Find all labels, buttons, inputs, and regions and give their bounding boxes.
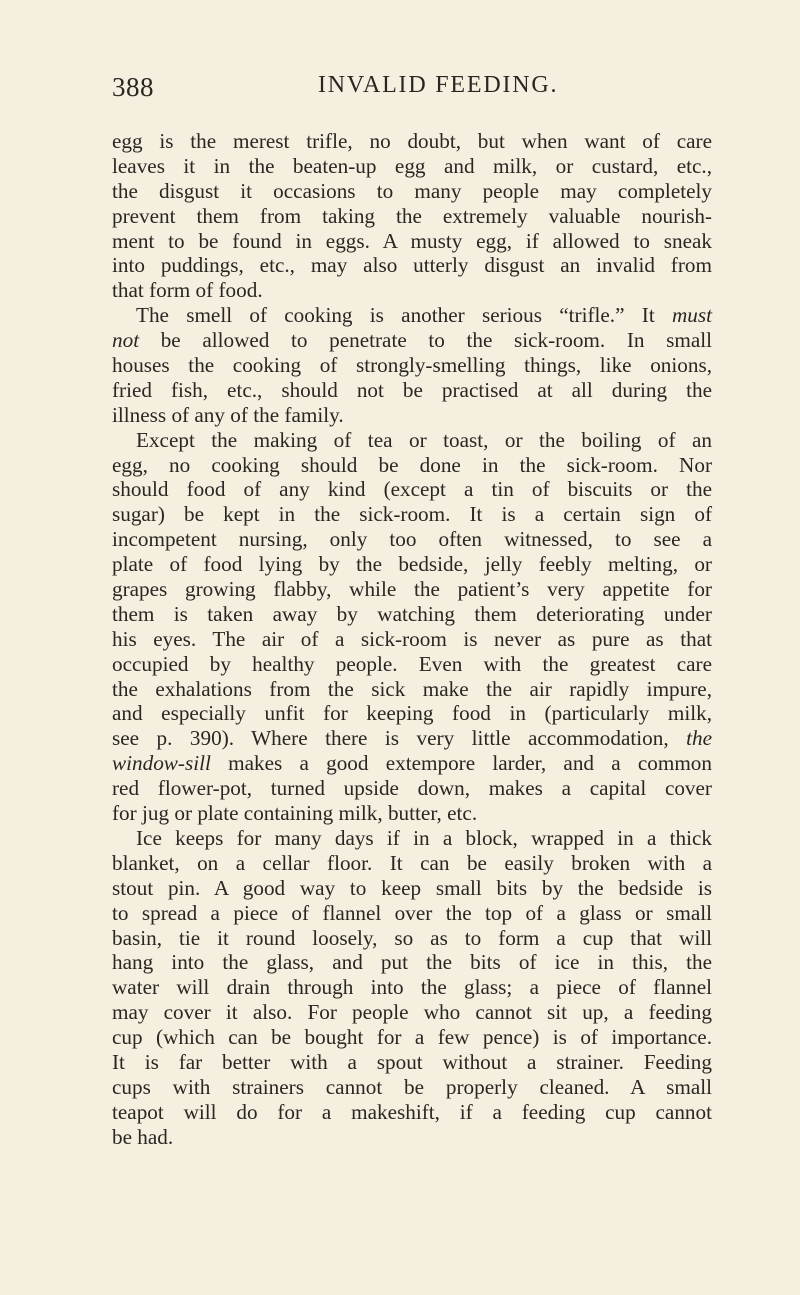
page-number: 388 [112, 72, 154, 102]
text-line: leaves it in the beaten-up egg and milk, or custard, etc., [112, 153, 712, 178]
text-line: should food of any kind (except a tin of biscuits or the [112, 477, 712, 502]
text-line [112, 303, 712, 328]
text-line: to spread a piece of flannel over the top of a glass or small [112, 900, 712, 925]
text-line: occupied by healthy people. Even with the greatest care [112, 651, 712, 676]
text-line: fried fish, etc., should not be practised at all during the [112, 377, 712, 402]
text-line: hang into the glass, and put the bits of ice in this, the [112, 950, 712, 975]
text-line: incompetent nursing, only too often witnessed, to see a [112, 527, 712, 552]
text-line: them is taken away by watching them deteriorating under [112, 601, 712, 626]
text-run: The smell of cooking is another serious “trifle.” It [136, 303, 672, 328]
text-line: ment to be found in eggs. A musty egg, if allowed to sneak [112, 228, 712, 253]
text-line: stout pin. A good way to keep small bits by the bedside is [112, 875, 712, 900]
text-line: may cover it also. For people who cannot sit up, a feeding [112, 1000, 712, 1025]
text-line: basin, tie it round loosely, so as to form a cup that will [112, 925, 712, 950]
text-line: illness of any of the family. [112, 402, 344, 427]
text-run: see p. 390). Where there is very little accommodation, [112, 726, 687, 751]
text-line: for jug or plate containing milk, butter, etc. [112, 801, 478, 826]
text-line: It is far better with a spout without a strainer. Feeding [112, 1049, 712, 1074]
running-title: INVALID FEEDING. [318, 72, 559, 98]
text-line: water will drain through into the glass; a piece of flannel [112, 975, 712, 1000]
italic-text: the [686, 726, 712, 751]
text-line: teapot will do for a makeshift, if a feeding cup cannot [112, 1099, 712, 1124]
text-line [112, 328, 712, 353]
running-head [112, 72, 712, 112]
body-text [112, 129, 712, 1150]
text-line [112, 726, 712, 751]
text-line: houses the cooking of strongly-smelling things, like onions, [112, 353, 712, 378]
text-line: and especially unfit for keeping food in (particularly milk, [112, 701, 712, 726]
text-run: makes a good extempore larder, and a common [210, 751, 712, 776]
text-line: blanket, on a cellar floor. It can be easily broken with a [112, 850, 712, 875]
italic-text: not [112, 328, 140, 353]
text-line: egg is the merest trifle, no doubt, but when want of care [112, 129, 712, 153]
italic-text: must [671, 303, 712, 328]
text-line: the exhalations from the sick make the air rapidly impure, [112, 676, 712, 701]
text-line: Except the making of tea or toast, or the boiling of an [136, 427, 712, 452]
text-line: prevent them from taking the extremely valuable nourish- [112, 203, 712, 228]
text-line: his eyes. The air of a sick-room is never as pure as that [112, 626, 712, 651]
text-line [112, 751, 712, 776]
text-line: plate of food lying by the bedside, jelly feebly melting, or [112, 552, 712, 577]
text-line: sugar) be kept in the sick-room. It is a certain sign of [112, 502, 712, 527]
text-line: be had. [112, 1124, 174, 1149]
text-line: into puddings, etc., may also utterly disgust an invalid from [112, 253, 712, 278]
text-line: cup (which can be bought for a few pence) is of importance. [112, 1025, 712, 1050]
italic-text: window-sill [112, 751, 211, 776]
text-line: egg, no cooking should be done in the sick-room. Nor [112, 452, 712, 477]
text-line: Ice keeps for many days if in a block, wrapped in a thick [136, 825, 712, 850]
text-line: the disgust it occasions to many people may completely [112, 178, 712, 203]
text-line: grapes growing flabby, while the patient’s very appetite for [112, 577, 712, 602]
text-run: be allowed to penetrate to the sick-room. In small [139, 328, 712, 353]
text-line: red flower-pot, turned upside down, makes a capital cover [112, 776, 712, 801]
text-line: cups with strainers cannot be properly cleaned. A small [112, 1074, 712, 1099]
text-line: that form of food. [112, 278, 263, 303]
